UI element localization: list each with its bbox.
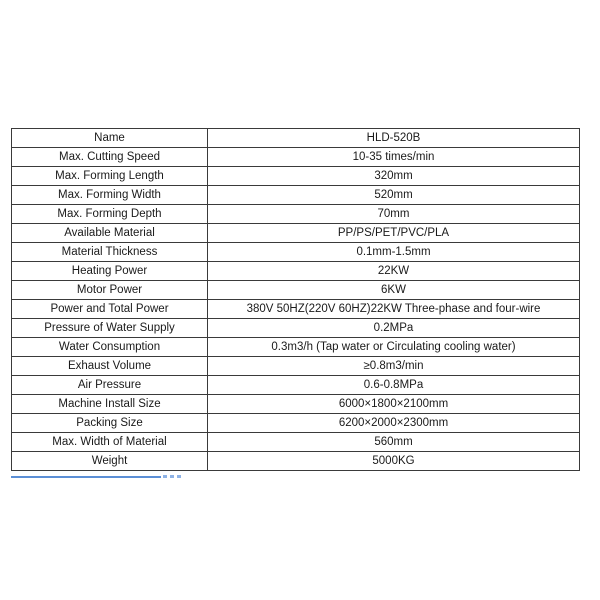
spec-row (12, 243, 580, 262)
spec-value: 6000×1800×2100mm (208, 395, 580, 414)
spec-row (12, 452, 580, 471)
spec-value: 520mm (208, 186, 580, 205)
spec-table-body (12, 129, 580, 471)
accent-dot (163, 475, 167, 478)
spec-value: 560mm (208, 433, 580, 452)
spec-label: Machine Install Size (12, 395, 208, 414)
spec-row (12, 262, 580, 281)
spec-label: Packing Size (12, 414, 208, 433)
spec-row (12, 186, 580, 205)
spec-value: 0.2MPa (208, 319, 580, 338)
spec-value: ≥0.8m3/min (208, 357, 580, 376)
spec-label: Material Thickness (12, 243, 208, 262)
spec-row (12, 205, 580, 224)
spec-label: Heating Power (12, 262, 208, 281)
spec-label: Max. Forming Length (12, 167, 208, 186)
spec-label: Max. Width of Material (12, 433, 208, 452)
spec-label: Max. Forming Width (12, 186, 208, 205)
spec-label: Air Pressure (12, 376, 208, 395)
spec-value: 380V 50HZ(220V 60HZ)22KW Three-phase and four-wire (208, 300, 580, 319)
spec-label: Max. Forming Depth (12, 205, 208, 224)
spec-table (11, 128, 580, 471)
spec-value: 10-35 times/min (208, 148, 580, 167)
spec-row (12, 300, 580, 319)
spec-label: Max. Cutting Speed (12, 148, 208, 167)
spec-row (12, 414, 580, 433)
accent-dot (177, 475, 181, 478)
spec-value: 5000KG (208, 452, 580, 471)
spec-label: Name (12, 129, 208, 148)
spec-value: 0.1mm-1.5mm (208, 243, 580, 262)
spec-value: 6KW (208, 281, 580, 300)
spec-label: Water Consumption (12, 338, 208, 357)
spec-row (12, 433, 580, 452)
spec-row (12, 357, 580, 376)
spec-row (12, 319, 580, 338)
spec-value: 0.6-0.8MPa (208, 376, 580, 395)
accent-underline (11, 476, 161, 478)
spec-value: HLD-520B (208, 129, 580, 148)
spec-row (12, 129, 580, 148)
spec-label: Pressure of Water Supply (12, 319, 208, 338)
spec-value: 22KW (208, 262, 580, 281)
spec-row (12, 376, 580, 395)
spec-row (12, 338, 580, 357)
accent-dot (170, 475, 174, 478)
spec-value: 70mm (208, 205, 580, 224)
spec-label: Exhaust Volume (12, 357, 208, 376)
spec-value: 0.3m3/h (Tap water or Circulating cooling water) (208, 338, 580, 357)
spec-row (12, 395, 580, 414)
spec-row (12, 148, 580, 167)
spec-label: Power and Total Power (12, 300, 208, 319)
spec-row (12, 167, 580, 186)
spec-value: 320mm (208, 167, 580, 186)
spec-row (12, 224, 580, 243)
spec-label: Motor Power (12, 281, 208, 300)
spec-value: PP/PS/PET/PVC/PLA (208, 224, 580, 243)
spec-row (12, 281, 580, 300)
accent-dots (163, 475, 181, 478)
spec-label: Available Material (12, 224, 208, 243)
spec-value: 6200×2000×2300mm (208, 414, 580, 433)
spec-label: Weight (12, 452, 208, 471)
